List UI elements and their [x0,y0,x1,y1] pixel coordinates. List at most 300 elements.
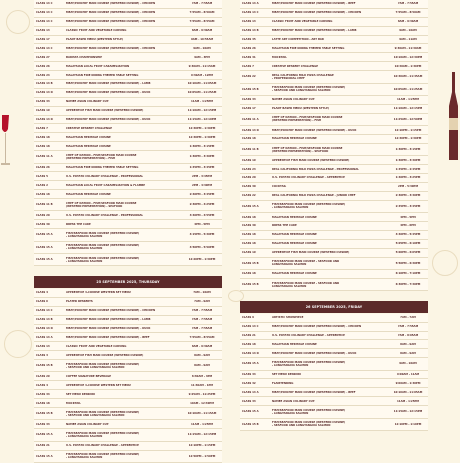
schedule-row [240,240,428,249]
class-time: 7AM - 7:55AM [191,326,213,330]
class-time: 8AM - 9:30AM [191,344,213,348]
class-number: CLASS 33 [36,422,50,426]
class-number: CLASS 32 [242,381,256,385]
class-time: 12:30PM - 1:30PM [394,137,422,141]
class-number: CLASS 4 [36,383,48,387]
class-title: U.S. POTATO CULINARY CHALLENGE - APPRENTICE [272,176,345,180]
schedule-row [34,408,222,420]
class-number: CLASS 17 [242,107,256,111]
class-title: MEAT/POULTRY MAIN COURSE (WESTERN CUISINE) - LAMB [66,82,151,86]
class-title: REAL CALIFORNIA MILK PIZZA CHALLENGE - PROFESSIONAL CHEF [272,73,334,80]
schedule-row [240,340,428,349]
schedule-row [34,451,222,463]
class-title: MEAT/POULTRY MAIN COURSE (WESTERN CUISINE) - CHICKEN [272,325,362,329]
class-time: 1:30PM - 3:15PM [395,148,421,152]
class-number: CLASS 26 [242,46,256,50]
class-title: FISH/SEAFOOD MAIN COURSE (WESTERN CUISINE) - LONGYANGXIA SALMON [66,256,140,263]
class-title: MEAT/POULTRY MAIN COURSE (WESTERN CUISINE) - CHICKEN [66,20,156,24]
class-title: MALAYSIAN FINE DINING THEMED TABLE SETTING [66,73,139,77]
class-number: CLASS 14 B [242,29,259,33]
class-title: FISH/SEAFOOD MAIN COURSE (WESTERN CUISINE) - LONGYANGXIA SALMON [66,231,140,238]
class-number: CLASS 15 A [36,245,53,249]
class-time: 6:30PM - 7:30PM [395,283,421,287]
schedule-row [34,342,222,351]
class-time: 9AM - 11AM [399,38,417,41]
schedule-row [34,133,222,142]
class-time: 8AM - 9:30AM [397,20,419,24]
class-number: CLASS 15 A [242,204,259,208]
class-number: CLASS 14 A [242,2,259,6]
class-time: 10:10AM - 11:15AM [187,412,217,416]
class-title: CHEF OF NATION - FISH/SEAFOOD MAIN COURSE (WESTERN PRESENTATION) - SEAFOOD [272,146,343,153]
class-time: 8AM - 9AM [194,364,210,368]
class-number: CLASS 22 [242,75,256,79]
class-time: 11:10AM - 12:15PM [187,109,217,113]
class-title: MEAT/POULTRY MAIN COURSE (WESTERN CUISINE) - DUCK [272,128,357,132]
class-title: PLATED DESSERTS [66,300,93,304]
class-number: CLASS 7 [242,64,254,68]
class-time: 12:30PM - 1:30PM [188,126,216,130]
class-title: PLANT BASED MENU (WESTERN STYLE) [66,38,124,41]
class-title: MALAYSIAN HERITAGE CUISINE [272,272,317,276]
class-time: 10:30AM - 11:45AM [393,75,423,79]
class-time: 12:30PM - 1:30PM [188,135,216,139]
class-number: CLASS 23 [242,167,256,171]
class-title: APPRENTICE 4-COURSE WESTERN SET MENU [66,383,131,387]
class-title: CREATIVE DESSERT CHALLENGE [272,64,318,68]
class-title: FISH/SEAFOOD MAIN COURSE (WESTERN CUISINE) - SEAFOOD AND LONGYANGXIA SALMON [272,86,346,93]
class-title: MALAYSIAN HERITAGE CUISINE [66,135,111,139]
class-time: 8AM - 9:30AM [191,29,213,33]
class-time: 1:30PM - 3:30PM [189,155,215,159]
class-time: 2PM - 3:45PM [191,174,213,178]
schedule-row [240,332,428,341]
class-time: 1:45PM - 3:45PM [189,165,215,169]
class-title: MEAT/POULTRY MAIN COURSE (WESTERN CUISINE) - LAMB [66,318,151,322]
schedule-row [240,105,428,114]
schedule-row [240,96,428,105]
class-number: CLASS 11 B [36,203,53,207]
background-doodle [432,250,458,276]
background-doodle [4,330,32,358]
class-time: 12:10PM - 1:15PM [188,444,216,448]
class-time: 5:05PM - 6:10PM [395,242,421,246]
schedule-row [34,390,222,399]
schedule-row [240,388,428,397]
schedule-row [240,231,428,240]
wine-glass-icon [0,115,10,171]
class-title: CLASSIC FRUIT AND VEGETABLE CARVING [66,344,127,348]
schedule-row [240,358,428,370]
schedule-row [34,420,222,429]
class-time: 7AM - 7:55AM [191,309,213,313]
class-time: 9:30AM - 12PM [190,73,213,77]
schedule-row [34,429,222,441]
class-number: CLASS 18 [242,215,256,219]
class-number: CLASS 7 [36,126,48,130]
class-number: CLASS 13 [36,344,50,348]
schedule-row [240,201,428,213]
class-time: 2PM - 5:30PM [397,185,419,189]
class-number: CLASS 18 [36,135,50,139]
class-title: FISH/SEAFOOD MAIN COURSE (WESTERN CUISINE) - SEAFOOD AND LONGYANGXIA SALMON [66,410,140,417]
class-title: MEAT/POULTRY MAIN COURSE (WESTERN CUISINE) - BEEF [272,390,356,394]
class-number: CLASS 22 [242,194,256,198]
schedule-row [34,372,222,381]
class-title: MALAYSIAN LOCAL FRUIT CARAMELIZATION [66,64,130,68]
class-title: CHEF OF NATION - FISH/SEAFOOD MAIN COURSE (WESTERN PRESENTATION) - FISH [66,153,137,160]
class-time: 9AM - 10AM [399,362,417,366]
class-number: CLASS 15 A [242,362,259,366]
schedule-row [240,419,428,431]
class-number: CLASS 20 [242,176,256,180]
class-number: CLASS 21 [242,333,256,337]
schedule-row [240,249,428,258]
class-title: MALAYSIAN HERITAGE CUISINE [272,233,317,237]
class-time: 8AM - 9AM [194,353,210,357]
schedule-row [240,62,428,71]
class-time: 11:10AM - 12:15PM [393,107,423,111]
schedule-row [240,323,428,332]
class-time: 4PM - 5PM [194,222,210,226]
class-time: 9:00AM - 11AM [396,373,420,376]
schedule-row [34,307,222,316]
schedule-row [34,190,222,199]
class-number: CLASS 15 A [36,233,53,237]
class-title: BARISTA CHAMPIONSHIP [66,55,103,59]
day-header: 25 SEPTEMBER 2025, THURSDAY [34,276,222,288]
class-title: NAMEE ASIAN CULINARY CUP [66,422,109,426]
class-title: MEAT/POULTRY MAIN COURSE (WESTERN CUISINE) - CHICKEN [66,309,156,313]
class-time: 8AM - 9AM [400,342,416,346]
class-number: CLASS 15 B [36,412,53,416]
class-time: 2:30PM - 3:30PM [395,194,421,198]
class-number: CLASS 15 B [242,261,259,265]
class-number: CLASS 15 A [36,454,53,458]
schedule-row [34,211,222,220]
class-number: CLASS 26 [36,165,50,169]
class-number: CLASS 29 [36,374,50,378]
class-number: CLASS 30 [242,185,256,189]
class-number: CLASS 18 [242,242,256,246]
class-title: MALAYSIAN HERITAGE CUISINE [272,137,317,141]
class-title: PLANT BASED MENU (WESTERN STYLE) [272,107,330,111]
class-title: CLASSIC FRUIT AND VEGETABLE CARVING [272,20,333,24]
class-time: 2:40PM - 3:45PM [189,192,215,196]
class-time: 7AM - 7:55AM [191,318,213,322]
class-time: 4:15PM - 5:30PM [189,233,215,237]
class-time: 1:30PM - 3:15PM [189,144,215,148]
class-time: 7AM - 7AM [400,316,416,320]
class-title: NAMEE ASIAN CULINARY CUP [272,399,315,403]
schedule-row [34,18,222,27]
class-title: FISH/SEAFOOD MAIN COURSE (WESTERN CUISINE) - SEAFOOD AND LONGYANGXIA SALMON [272,421,346,428]
schedule-row [240,222,428,231]
class-time: 7:55AM - 8:50AM [395,11,421,15]
class-time: 7AM - 7:55AM [397,2,419,6]
class-title: MEAT/POULTRY MAIN COURSE (WESTERN CUISINE) - CHICKEN [66,46,156,50]
schedule-row [34,124,222,133]
schedule-row [240,279,428,291]
class-time: 9:30AM - 11:15AM [188,64,216,68]
class-number: CLASS 34 [242,373,256,376]
class-time: 7AM - 8:05AM [397,333,419,337]
class-time: 9:00AM - 1:30PM [395,381,421,385]
schedule-row [240,144,428,156]
schedule-row [240,258,428,270]
class-time: 9:25AM - 11:25PM [188,392,216,396]
class-title: MALAYSIAN LOCAL FRUIT CARAMELIZATION & FLAMBE [66,183,146,187]
class-number: CLASS 15 A [242,410,259,414]
class-time: 1:40PM - 3:25PM [395,176,421,180]
class-time: 6:10PM - 7:10PM [395,272,421,276]
schedule-row [34,399,222,408]
schedule-row [240,53,428,62]
class-time: 11AM - 1:25PM [396,399,419,403]
class-title: DRESS THE CAKE [272,224,297,228]
class-number: CLASS 33 [242,399,256,403]
class-time: 10:10AM - 11:05AM [187,82,217,86]
schedule-row [240,135,428,144]
class-time: 2PM - 4:30PM [191,183,213,187]
class-title: MEAT/POULTRY MAIN COURSE (WESTERN CUISINE) - CHICKEN [66,2,156,6]
class-time: 11:30AM - 1PM [190,383,213,387]
class-title: APPRENTICE FISH MAIN COURSE (WESTERN CUISINE) [66,353,144,357]
class-title: APPRENTICE FISH MAIN COURSE (WESTERN CUISINE) [272,251,350,255]
class-title: NAMEE ASIAN CULINARY CUP [272,98,315,102]
schedule-row [240,36,428,45]
schedule-row [34,0,222,9]
background-doodle [6,10,30,34]
schedule-row [240,379,428,388]
class-title: SET MENU KENDURI [272,373,302,376]
class-number: CLASS 14 C [36,11,53,15]
class-number: CLASS 14 D [242,351,259,355]
class-number: CLASS 13 [36,29,50,33]
schedule-row [34,80,222,89]
class-number: CLASS 5 [36,174,48,178]
schedule-row [240,18,428,27]
class-number: CLASS 18 [36,144,50,148]
schedule-row [240,71,428,83]
class-number: CLASS 13 [242,20,256,24]
class-time: 9AM - 3PM [194,55,210,59]
schedule-column-right [240,0,428,431]
class-number: CLASS 27 [36,55,50,59]
class-number: CLASS 34 [36,392,50,396]
class-time: 12:10PM - 1:10PM [394,422,422,426]
class-number: CLASS 14 A [36,335,53,339]
schedule-row [34,325,222,334]
schedule-row [34,151,222,163]
class-number: CLASS 11 A [242,117,259,121]
class-number: CLASS 30 [36,222,50,226]
schedule-row [34,53,222,62]
class-time: 11:25AM - 12:50PM [393,117,423,121]
class-time: 12:10PM - 1:15PM [394,128,422,132]
class-time: 9AM - 10:55AM [190,38,214,41]
class-title: U.S. POTATO CULINARY CHALLENGE - PROFESSIONAL [66,213,144,217]
class-number: CLASS 14 D [36,91,53,95]
class-time: 11:15AM - 12:15PM [187,433,217,437]
class-title: FISH/SEAFOOD MAIN COURSE - SEAFOOD AND LONGYANGXIA SALMON [272,281,340,288]
class-title: U.S. POTATO CULINARY CHALLENGE - APPRENTICE [272,333,345,337]
schedule-row [34,107,222,116]
class-title: MEAT/POULTRY MAIN COURSE (WESTERN CUISINE) - DUCK [272,351,357,355]
class-time: 10:10AM - 11:05AM [393,390,423,394]
wine-bottle-icon [446,72,460,162]
class-title: MEAT/POULTRY MAIN COURSE (WESTERN CUISINE) - CHICKEN [272,11,362,15]
class-time: 1:30PM - 3:30PM [395,158,421,162]
class-title: FLAIRTENDING [272,381,294,385]
class-time: 8AM - 9AM [400,351,416,355]
class-time: 8:30AM - 4PM [191,374,213,378]
class-title: COCKTAIL [272,185,287,189]
schedule-row [34,351,222,360]
class-time: 11AM - 1:25PM [396,98,419,102]
class-number: CLASS 15 B [242,422,259,426]
schedule-row [34,44,222,53]
schedule-row [34,172,222,181]
class-time: 11:15AM - 12:10PM [187,118,217,122]
schedule-row [240,314,428,323]
class-number: CLASS 33 [36,100,50,104]
schedule-row [34,98,222,107]
class-title: APPRENTICE 4-COURSE WESTERN SET MENU [66,291,131,295]
schedule-row [34,333,222,342]
class-title: REAL CALIFORNIA MILK PIZZA CHALLENGE - JUNIOR CHEF [272,194,356,198]
schedule-row [34,181,222,190]
class-title: U.S. POTATO CULINARY CHALLENGE - PROFESSIONAL [66,174,144,178]
class-title: MEAT/POULTRY MAIN COURSE (WESTERN CUISINE) - DUCK [66,326,151,330]
class-title: FISH/SEAFOOD MAIN COURSE (WESTERN CUISINE) - LONGYANGXIA SALMON [66,431,140,438]
class-number: CLASS 11 A [36,155,53,159]
class-time: 10:30AM - 1:30PM [394,64,422,68]
class-title: MEAT/POULTRY MAIN COURSE (WESTERN CUISINE) - DUCK [66,91,151,95]
class-number: CLASS 4 [36,291,48,295]
class-number: CLASS 33 [242,98,256,102]
class-time: 11AM - 1:25PM [190,422,213,426]
schedule-row [34,442,222,451]
class-number: CLASS 18 [242,137,256,141]
class-number: CLASS 2 [36,183,48,187]
class-time: 10:05AM - 11:25AM [187,91,217,95]
schedule-row [34,220,222,229]
schedule-row [240,114,428,126]
class-title: MEAT/POULTRY MAIN COURSE (WESTERN CUISINE) - BEEF [66,335,150,339]
class-title: FISH/SEAFOOD MAIN COURSE - SEAFOOD AND LONGYANGXIA SALMON [272,260,340,267]
class-title: MALAYSIAN HERITAGE CUISINE [66,144,111,148]
class-title: CHEF OF NATION - FISH/SEAFOOD MAIN COURSE (WESTERN PRESENTATION) - SEAFOOD [66,201,137,208]
class-time: 12:50PM - 1:50PM [188,454,216,458]
class-number: CLASS 6 [36,300,48,304]
schedule-row [240,397,428,406]
schedule-row [34,360,222,372]
class-number: CLASS 17 [36,38,50,41]
class-number: CLASS 11 B [242,148,259,152]
schedule-row [34,381,222,390]
day-header: 26 SEPTEMBER 2025, FRIDAY [240,301,428,313]
class-title: MOCKTAIL [66,401,81,405]
class-number: CLASS 14 C [36,2,53,6]
schedule-row [34,229,222,241]
class-time: 12:20PM - 1:30PM [188,258,216,262]
schedule-row [34,142,222,151]
schedule-row [34,27,222,36]
class-number: CLASS 35 [242,38,256,41]
schedule-row [34,199,222,211]
class-number: CLASS 30 [242,224,256,228]
class-title: FISH/SEAFOOD MAIN COURSE (WESTERN CUISINE) - SEAFOOD AND LONGYANGXIA SALMON [66,362,140,369]
schedule-row [240,9,428,18]
class-number: CLASS 15 B [36,364,53,368]
class-number: CLASS 14 C [242,325,259,329]
class-title: MEAT/POULTRY MAIN COURSE (WESTERN CUISINE) - BEEF [272,2,356,6]
class-time: 9AM - 10AM [399,29,417,33]
class-time: 4PM - 6PM [400,224,416,228]
class-time: 3:40PM - 4:55PM [189,213,215,217]
class-number: CLASS 14 A [242,390,259,394]
class-time: 7:55AM - 8:55AM [189,335,215,339]
class-number: CLASS 3 [36,353,48,357]
class-time: 7AM - 7:55AM [191,2,213,6]
schedule-row [34,89,222,98]
class-time: 9:30AM - 11:30AM [394,46,422,50]
class-number: CLASS 14 D [242,128,259,132]
class-time: 4PM - 5PM [400,215,416,219]
schedule-row [34,36,222,45]
schedule-row [34,289,222,298]
schedule-row [240,406,428,418]
class-title: LATTE ART COMPETITION - ART BAR [272,38,324,41]
schedule-row [240,156,428,165]
schedule-row [240,174,428,183]
schedule-row [240,270,428,279]
schedule-row [240,165,428,174]
class-number: CLASS 21 [36,444,50,448]
class-time: 7:55AM - 8:50AM [189,11,215,15]
schedule-row [240,349,428,358]
class-time: 10AM - 12:30PM [190,401,214,405]
class-time: 2:45PM - 3:45PM [395,204,421,208]
class-title: FISH/SEAFOOD MAIN COURSE (WESTERN CUISINE) - LONGYANGXIA SALMON [272,360,346,367]
schedule-row [240,84,428,96]
class-number: CLASS 15 B [242,87,259,91]
class-title: DRESS THE CAKE [66,222,91,226]
schedule-row [240,0,428,9]
class-title: CHEF OF NATION - FISH/SEAFOOD MAIN COURSE (WESTERN PRESENTATION) - FISH [272,116,343,123]
class-number: CLASS 14 C [242,11,259,15]
class-number: CLASS 18 [242,342,256,346]
class-title: CLASSIC FRUIT AND VEGETABLE CARVING [66,29,127,33]
class-time: 4:50PM - 5:50PM [189,245,215,249]
class-time: 1:45PM - 2:45PM [395,167,421,171]
class-number: CLASS 24 [36,73,50,77]
class-number: CLASS 14 D [36,118,53,122]
class-number: CLASS 19 [242,251,256,255]
class-number: CLASS 14 B [36,318,53,322]
class-time: 2:30PM - 4:25PM [189,203,215,207]
class-number: CLASS 9 [242,316,254,320]
class-time: 10:05AM - 11:25AM [393,87,423,91]
class-time: 4:40PM - 5:45PM [395,233,421,237]
class-number: CLASS 15 A [36,433,53,437]
schedule-row [240,213,428,222]
class-title: APPRENTICE FISH MAIN COURSE (WESTERN CUISINE) [66,109,144,113]
class-time: 5:00PM - 6:05PM [395,251,421,255]
class-number: CLASS 20 [36,213,50,217]
schedule-column-left [34,0,222,463]
